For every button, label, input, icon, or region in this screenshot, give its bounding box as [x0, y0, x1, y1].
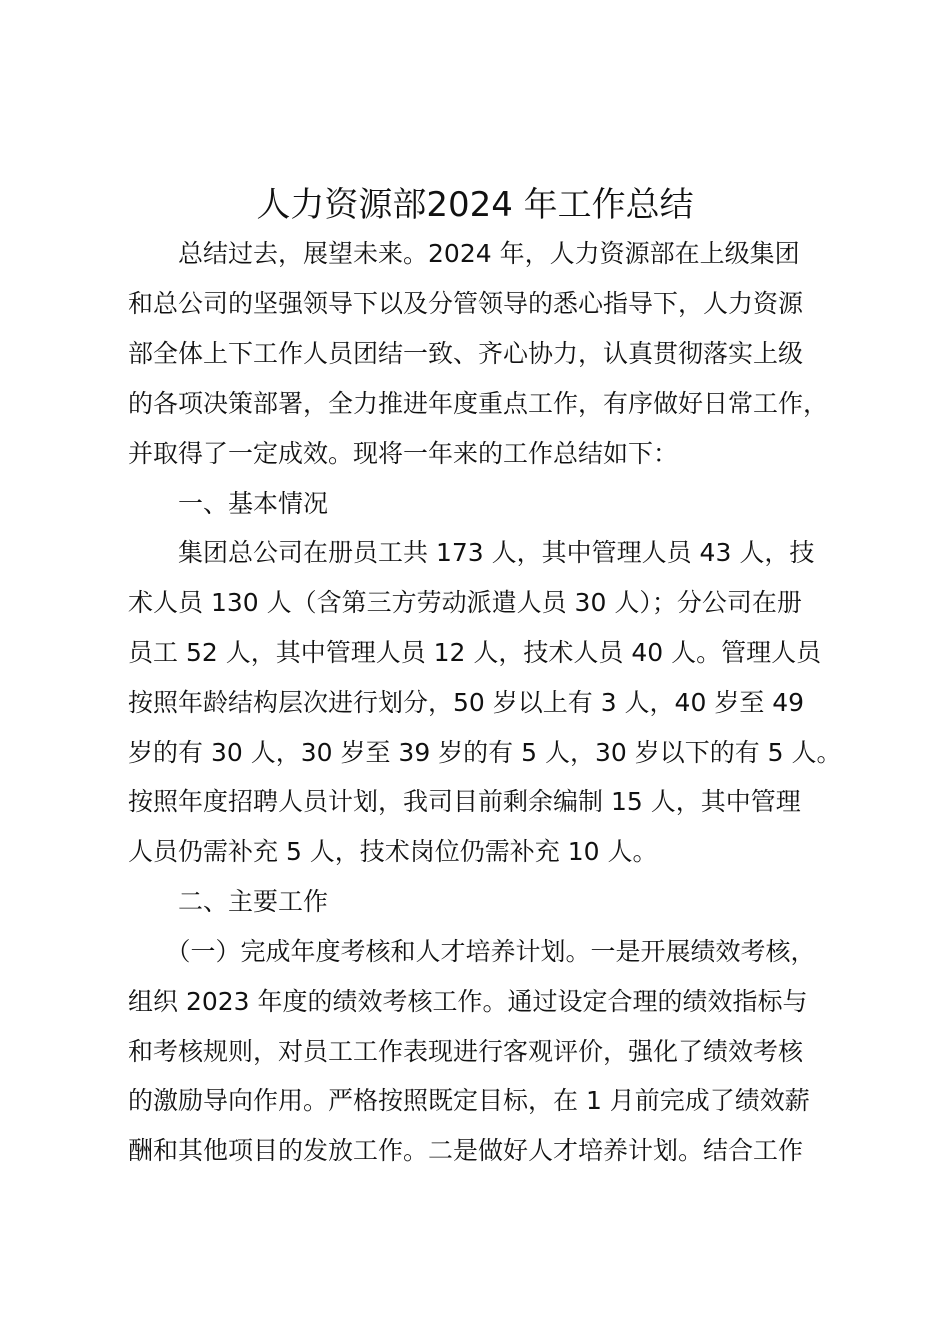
- text-line: 术人员 130 人（含第三方劳动派遣人员 30 人）；分公司在册: [128, 588, 802, 617]
- text-line: 并取得了一定成效。现将一年来的工作总结如下：: [128, 439, 679, 468]
- text-line: 部全体上下工作人员团结一致、齐心协力，认真贯彻落实上级: [128, 339, 804, 368]
- text-line: 员工 52 人，其中管理人员 12 人，技术人员 40 人。管理人员: [128, 638, 822, 667]
- text-line: 按照年度招聘人员计划，我司目前剩余编制 15 人，其中管理: [128, 787, 801, 816]
- text-line: 总结过去，展望未来。2024 年，人力资源部在上级集团: [128, 239, 800, 268]
- text-line: 人员仍需补充 5 人，技术岗位仍需补充 10 人。: [128, 837, 658, 866]
- section-heading: 一、基本情况: [128, 489, 329, 518]
- text-line: 集团总公司在册员工共 173 人，其中管理人员 43 人，技: [128, 538, 815, 567]
- text-line: 的各项决策部署，全力推进年度重点工作，有序做好日常工作，: [128, 389, 829, 418]
- text-line: 和考核规则，对员工工作表现进行客观评价，强化了绩效考核: [128, 1037, 804, 1066]
- text-line: （一）完成年度考核和人才培养计划。一是开展绩效考核，: [128, 937, 816, 966]
- text-line: 按照年龄结构层次进行划分，50 岁以上有 3 人，40 岁至 49: [128, 688, 805, 717]
- text-line: 的激励导向作用。严格按照既定目标，在 1 月前完成了绩效薪: [128, 1086, 810, 1115]
- text-line: 酬和其他项目的发放工作。二是做好人才培养计划。结合工作: [128, 1136, 804, 1165]
- document-title: 人力资源部2024 年工作总结: [256, 185, 694, 225]
- section-heading: 二、主要工作: [128, 887, 329, 916]
- text-line: 组织 2023 年度的绩效考核工作。通过设定合理的绩效指标与: [128, 987, 808, 1016]
- text-line: 和总公司的坚强领导下以及分管领导的悉心指导下，人力资源: [128, 289, 804, 318]
- text-line: 岁的有 30 人，30 岁至 39 岁的有 5 人，30 岁以下的有 5 人。: [128, 738, 842, 767]
